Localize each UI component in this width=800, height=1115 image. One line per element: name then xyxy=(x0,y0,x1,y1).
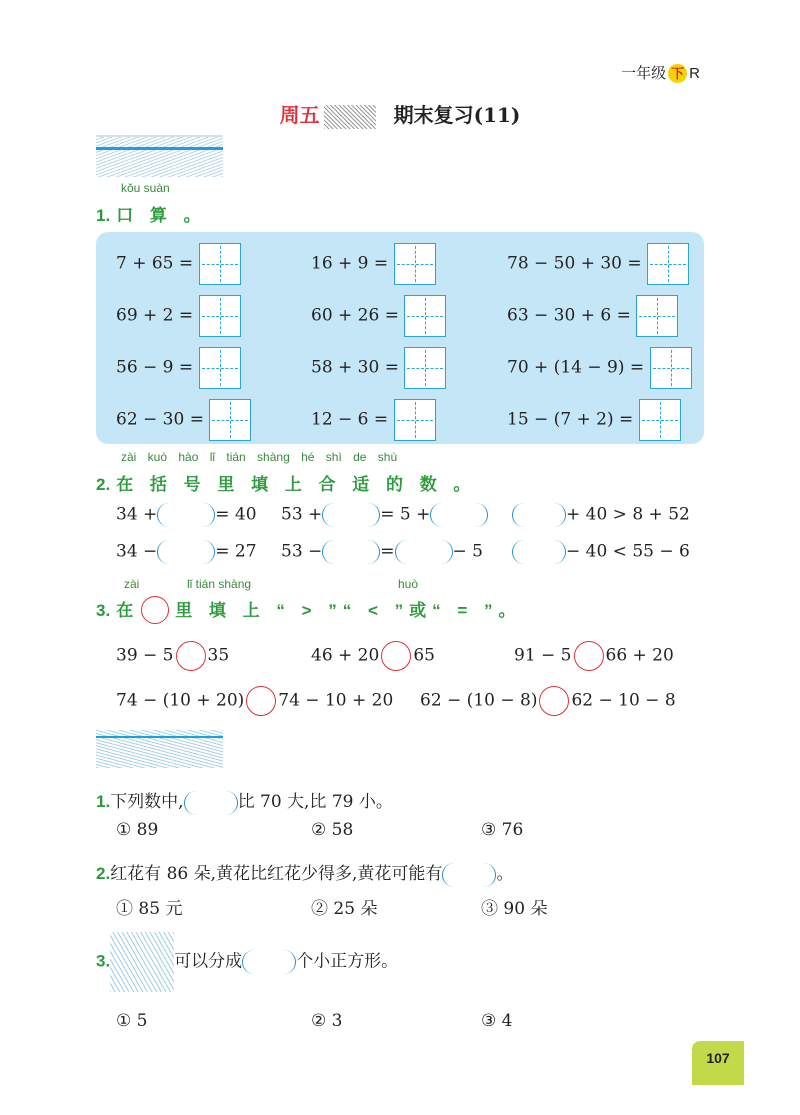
fill-item xyxy=(281,540,483,564)
calc-item xyxy=(116,399,251,441)
q3-pinyin-litian: lǐ tián shàng xyxy=(187,577,252,591)
answer-blank[interactable] xyxy=(184,791,238,815)
calc-expression: 58 + 30 = xyxy=(311,357,399,378)
compare-item xyxy=(420,686,676,716)
choice-q2-number: 2. xyxy=(96,864,111,883)
compare-circle[interactable] xyxy=(539,686,569,716)
q2-number: 2. xyxy=(96,475,111,494)
calc-item xyxy=(116,347,241,389)
choice-q1-number: 1. xyxy=(96,792,111,811)
choice-q1-pre: 下列数中, xyxy=(110,792,184,812)
compare-right: 35 xyxy=(207,645,230,666)
calc-expression: 62 − 30 = xyxy=(116,409,204,430)
q2-heading xyxy=(96,470,476,495)
answer-blank[interactable] xyxy=(157,503,215,527)
option-item[interactable]: ① 5 xyxy=(116,1011,148,1031)
calc-expression: 63 − 30 + 6 = xyxy=(507,305,631,326)
circle-symbol xyxy=(141,596,169,624)
choice-q3-pre: 可以分成 xyxy=(174,951,243,972)
page-title xyxy=(0,99,800,129)
q2-pinyin: zài kuò hào lǐ tián shàng hé shì de shù xyxy=(121,450,398,464)
choice-q2-post: 。 xyxy=(496,864,514,884)
fill-item xyxy=(281,503,488,527)
calc-item xyxy=(116,295,241,337)
answer-box[interactable] xyxy=(650,347,692,389)
page-number: 107 xyxy=(692,1041,744,1085)
answer-box[interactable] xyxy=(199,295,241,337)
compare-left: 74 − (10 + 20) xyxy=(116,690,245,711)
option-item[interactable]: ③ 76 xyxy=(481,820,524,840)
compare-circle[interactable] xyxy=(381,641,411,671)
answer-blank[interactable] xyxy=(322,540,380,564)
compare-item xyxy=(116,686,393,716)
option-item[interactable]: ② 25 朵 xyxy=(311,899,378,919)
compare-item xyxy=(514,641,674,671)
calc-item xyxy=(311,295,446,337)
q3-pinyin-zai: zài xyxy=(124,577,140,591)
compare-circle[interactable] xyxy=(246,686,276,716)
answer-box[interactable] xyxy=(636,295,678,337)
compare-right: 65 xyxy=(413,645,435,666)
compare-item xyxy=(116,641,229,671)
option-item[interactable]: ① 85 元 xyxy=(116,899,183,919)
option-item[interactable]: ③ 90 朵 xyxy=(481,899,548,919)
answer-blank[interactable] xyxy=(512,503,566,527)
answer-blank[interactable] xyxy=(157,540,215,564)
calc-item xyxy=(311,399,436,441)
squares-figure xyxy=(110,932,174,992)
compare-left: 39 − 5 xyxy=(116,645,174,666)
calc-item xyxy=(507,295,678,337)
calc-item xyxy=(507,243,689,285)
answer-box[interactable] xyxy=(404,347,446,389)
choice-q3-post: 个小正方形。 xyxy=(296,951,399,972)
compare-left: 91 − 5 xyxy=(514,645,572,666)
fill-text: = xyxy=(380,541,395,562)
answer-blank[interactable] xyxy=(395,540,453,564)
answer-box[interactable] xyxy=(394,243,436,285)
option-item[interactable]: ③ 4 xyxy=(481,1011,513,1031)
calc-expression: 78 − 50 + 30 = xyxy=(507,253,642,274)
fill-item xyxy=(512,503,690,527)
compare-right: 74 − 10 + 20 xyxy=(278,690,394,711)
compare-right: 62 − 10 − 8 xyxy=(571,690,676,711)
answer-box[interactable] xyxy=(199,243,241,285)
calc-expression: 12 − 6 = xyxy=(311,409,389,430)
q3-text-zai: 在 xyxy=(116,601,140,620)
fill-text: − 5 xyxy=(452,541,483,562)
compare-circle[interactable] xyxy=(176,641,206,671)
answer-blank[interactable] xyxy=(430,503,488,527)
calc-item xyxy=(311,347,446,389)
q2-text: 在 括 号 里 填 上 合 适 的 数 。 xyxy=(116,475,477,494)
compare-circle[interactable] xyxy=(574,641,604,671)
option-item[interactable]: ② 58 xyxy=(311,820,354,840)
fill-text: 34 + xyxy=(116,504,158,525)
title-decoration xyxy=(324,105,376,129)
choice-q1 xyxy=(96,787,393,815)
compare-item xyxy=(311,641,435,671)
choice-q2-pre: 红花有 86 朵,黄花比红花少得多,黄花可能有 xyxy=(110,864,443,884)
calc-expression: 60 + 26 = xyxy=(311,305,399,326)
q3-number: 3. xyxy=(96,601,111,620)
choice-q1-post: 比 70 大,比 79 小。 xyxy=(237,792,393,812)
q1-heading xyxy=(96,201,207,226)
fill-text: 34 − xyxy=(116,541,158,562)
answer-box[interactable] xyxy=(209,399,251,441)
q3-text: 里 填 上 “ > ”“ < ”或“ = ”。 xyxy=(175,601,522,620)
choice-q3-number: 3. xyxy=(96,951,111,971)
fill-text: = 40 xyxy=(215,504,257,525)
calc-item xyxy=(116,243,241,285)
answer-box[interactable] xyxy=(639,399,681,441)
answer-blank[interactable] xyxy=(242,950,296,974)
fill-text: = 27 xyxy=(215,541,257,562)
fill-text: + 40 > 8 + 52 xyxy=(566,504,690,525)
fill-text: 53 + xyxy=(281,504,323,525)
title-day: 周五 xyxy=(279,103,320,127)
answer-blank[interactable] xyxy=(512,540,566,564)
grade-label xyxy=(621,62,700,83)
answer-box[interactable] xyxy=(199,347,241,389)
calc-expression: 69 + 2 = xyxy=(116,305,194,326)
fill-text: − 40 < 55 − 6 xyxy=(566,541,690,562)
fill-item xyxy=(116,540,257,564)
fill-text: 53 − xyxy=(281,541,323,562)
q1-number: 1. xyxy=(96,206,111,225)
calc-item xyxy=(311,243,436,285)
fill-item xyxy=(116,503,257,527)
section-banner-basic xyxy=(96,135,223,177)
edition-text: R xyxy=(689,65,700,82)
answer-box[interactable] xyxy=(394,399,436,441)
semester-badge: 下 xyxy=(668,64,687,83)
q1-text: 口 算 。 xyxy=(116,206,207,225)
q3-pinyin-huo: huò xyxy=(398,577,419,591)
grade-text: 一年级 xyxy=(621,65,667,82)
calc-expression: 7 + 65 = xyxy=(116,253,194,274)
option-item[interactable]: ① 89 xyxy=(116,820,159,840)
title-topic: 期末复习(11) xyxy=(393,103,521,127)
calc-item xyxy=(507,399,681,441)
answer-box[interactable] xyxy=(404,295,446,337)
fill-text: = 5 + xyxy=(380,504,431,525)
answer-box[interactable] xyxy=(647,243,689,285)
calc-item xyxy=(507,347,692,389)
compare-left: 62 − (10 − 8) xyxy=(420,690,538,711)
calc-expression: 70 + (14 − 9) = xyxy=(507,357,645,378)
answer-blank[interactable] xyxy=(442,863,496,887)
choice-q3 xyxy=(96,932,398,992)
fill-item xyxy=(512,540,690,564)
calc-expression: 16 + 9 = xyxy=(311,253,389,274)
compare-left: 46 + 20 xyxy=(311,645,380,666)
answer-blank[interactable] xyxy=(322,503,380,527)
choice-q2 xyxy=(96,859,513,887)
q3-heading xyxy=(96,596,521,624)
compare-right: 66 + 20 xyxy=(605,645,674,666)
option-item[interactable]: ② 3 xyxy=(311,1011,343,1031)
section-banner-choice xyxy=(96,730,223,768)
calc-expression: 15 − (7 + 2) = xyxy=(507,409,634,430)
q1-pinyin: kǒu suàn xyxy=(121,181,170,195)
calc-expression: 56 − 9 = xyxy=(116,357,194,378)
